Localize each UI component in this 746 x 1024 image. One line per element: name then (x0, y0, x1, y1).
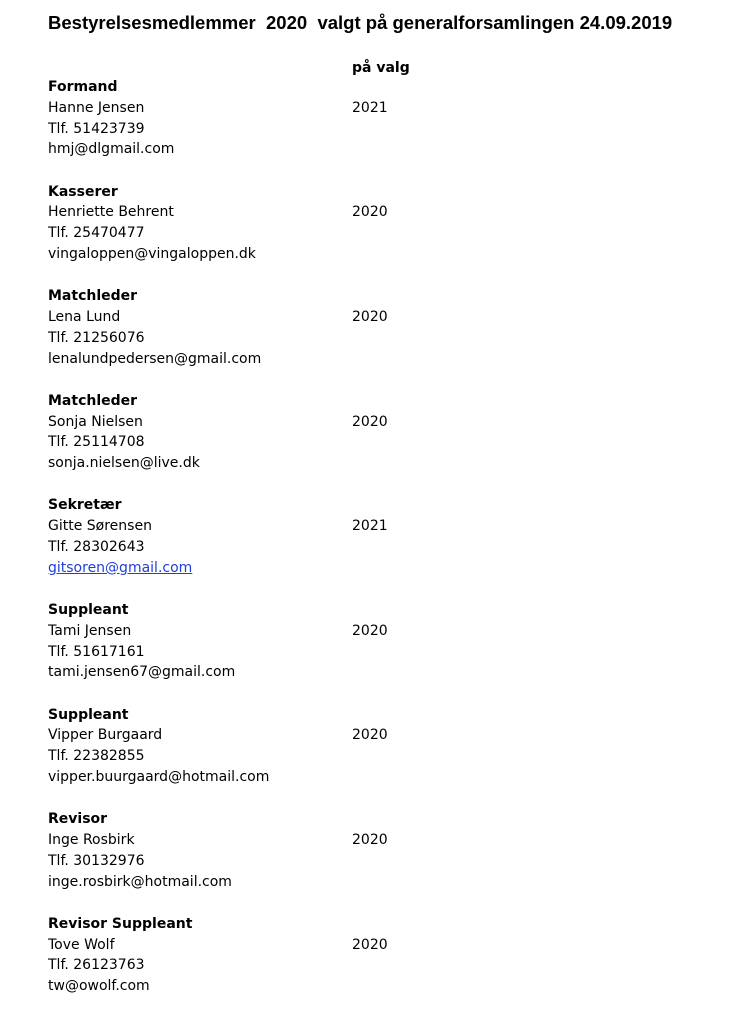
member-entry (48, 391, 728, 496)
member-role: Matchleder (48, 288, 138, 305)
member-phone: Tlf. 51423739 (48, 120, 145, 137)
member-email-row (48, 558, 728, 579)
member-role: Suppleant (48, 706, 129, 723)
member-role: Revisor (48, 811, 108, 828)
member-entry (48, 705, 728, 810)
member-email: vipper.buurgaard@hotmail.com (48, 768, 270, 785)
member-name-row (48, 830, 728, 851)
member-phone: Tlf. 28302643 (48, 538, 145, 555)
member-entry (48, 600, 728, 705)
member-role: Sekretær (48, 497, 122, 514)
member-term: 2020 (352, 413, 388, 430)
member-name: Lena Lund (48, 308, 121, 325)
member-term: 2020 (352, 727, 388, 744)
member-role: Matchleder (48, 392, 138, 409)
member-email: tw@owolf.com (48, 978, 150, 995)
member-term: 2020 (352, 308, 388, 325)
member-phone: Tlf. 30132976 (48, 852, 145, 869)
member-entry (48, 182, 728, 287)
member-phone: Tlf. 25114708 (48, 434, 145, 451)
member-name-row (48, 621, 728, 642)
member-name-row (48, 725, 728, 746)
member-name: Sonja Nielsen (48, 413, 143, 430)
member-name: Vipper Burgaard (48, 727, 163, 744)
member-role: Revisor Suppleant (48, 915, 193, 932)
member-email: lenalundpedersen@gmail.com (48, 350, 262, 367)
member-entry (48, 495, 728, 600)
member-name: Inge Rosbirk (48, 831, 135, 848)
member-email: hmj@dlgmail.com (48, 141, 175, 158)
member-name-row (48, 202, 728, 223)
member-term: 2020 (352, 204, 388, 221)
member-term: 2021 (352, 99, 388, 116)
member-entry (48, 809, 728, 914)
member-phone: Tlf. 25470477 (48, 225, 145, 242)
member-email: inge.rosbirk@hotmail.com (48, 873, 232, 890)
member-phone: Tlf. 51617161 (48, 643, 145, 660)
term-column-header: på valg (352, 60, 410, 76)
member-term: 2020 (352, 936, 388, 953)
member-email-link[interactable]: gitsoren@gmail.com (48, 559, 193, 576)
member-term: 2020 (352, 831, 388, 848)
member-name: Tami Jensen (48, 622, 132, 639)
member-role: Suppleant (48, 601, 129, 618)
member-entry (48, 286, 728, 391)
member-phone: Tlf. 26123763 (48, 957, 145, 974)
member-role: Kasserer (48, 183, 118, 200)
member-entry (48, 914, 728, 1019)
member-email: sonja.nielsen@live.dk (48, 455, 200, 472)
member-role: Formand (48, 79, 118, 95)
member-name-row (48, 935, 728, 956)
member-list (48, 77, 728, 1018)
member-phone: Tlf. 21256076 (48, 329, 145, 346)
member-name-row (48, 412, 728, 433)
member-name-row (48, 98, 728, 119)
member-email: tami.jensen67@gmail.com (48, 664, 236, 681)
member-entry (48, 77, 728, 182)
member-name: Hanne Jensen (48, 99, 145, 116)
member-name: Gitte Sørensen (48, 518, 152, 535)
member-term: 2021 (352, 518, 388, 535)
member-name: Tove Wolf (48, 936, 115, 953)
member-phone: Tlf. 22382855 (48, 748, 145, 765)
document-title: Bestyrelsesmedlemmer 2020 valgt på generalforsamlingen 24.09.2019 (48, 12, 673, 33)
member-name-row (48, 516, 728, 537)
member-email: vingaloppen@vingaloppen.dk (48, 245, 256, 262)
member-name-row (48, 307, 728, 328)
member-name: Henriette Behrent (48, 204, 174, 221)
member-term: 2020 (352, 622, 388, 639)
